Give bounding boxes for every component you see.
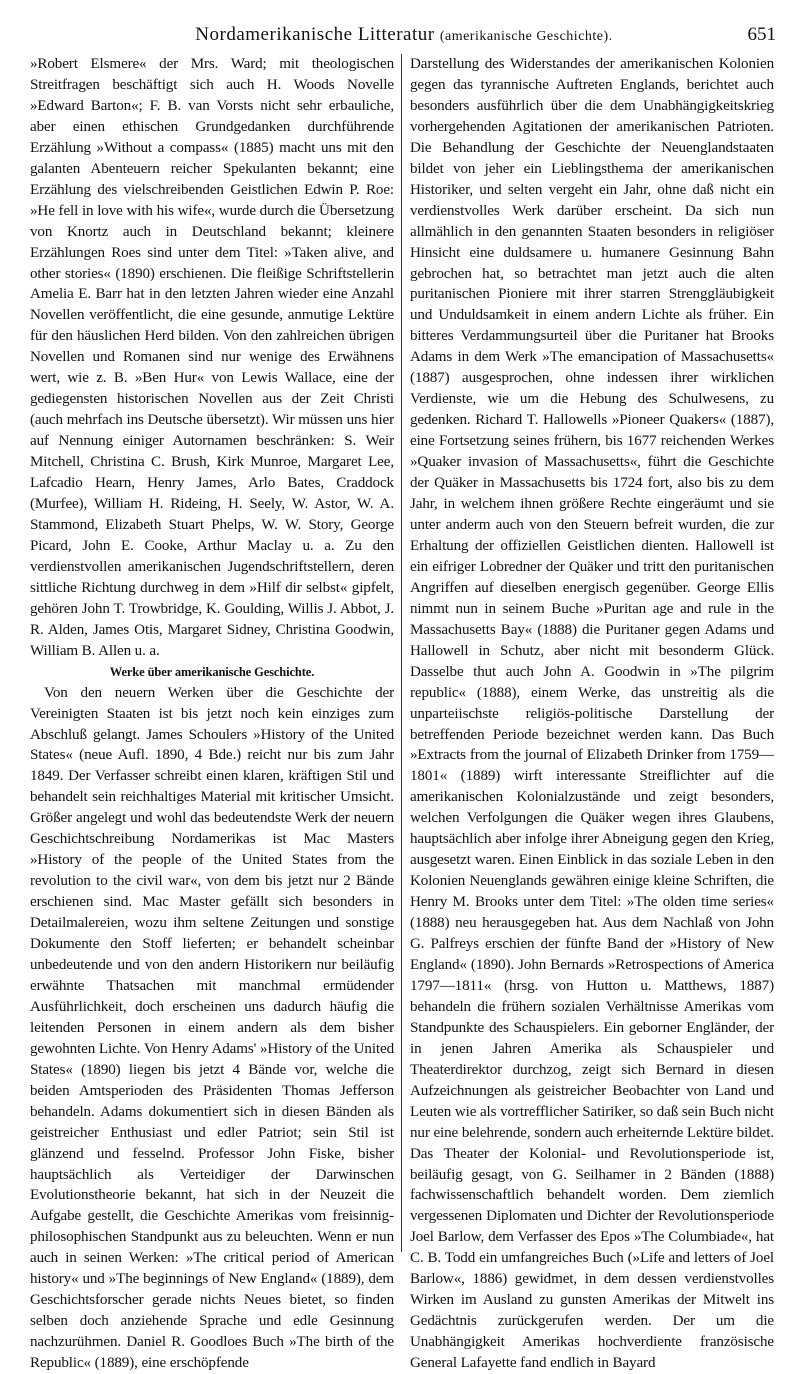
page-header — [30, 24, 778, 50]
column-divider — [401, 54, 402, 1252]
document-page — [30, 24, 778, 1372]
left-paragraph-2: Von den neuern Werken über die Geschichte der Vereinigten Staaten ist bis jetzt noch kein einziges zum Abschluß gelangt. James Schoulers »History of the United States« (neue Aufl. 1890, 4 Bde.) reicht nur bis zum Jahr 1849. Der Verfasser schreibt einen klaren, kräftigen Stil und behandelt sein reichhaltiges Material mit kritischer Umsicht. Größer angelegt und wohl das bedeutendste Werk der neuern Geschichtschreibung Nordamerikas ist Mac Masters »History of the people of the United States from the revolution to the civil war«, von dem bis jetzt nur 2 Bände erschienen sind. Mac Master gefällt sich besonders in Detailmalereien, wozu ihm seltene Zeitungen und sonstige Dokumente den Stoff lieferten; er behandelt scheinbar unbedeutende und von den andern Historikern nur beiläufig erwähnte Thatsachen mit manchmal ermüdender Ausführlichkeit, doch erscheinen uns dadurch häufig die leitenden Personen in einem andern als dem bisher gewohnten Lichte. Von Henry Adams' »History of the United States« (1890) liegen bis jetzt 4 Bände vor, welche die beiden Amtsperioden des Präsidenten Thomas Jefferson behandeln. Adams dokumentiert sich in diesen Bänden als geistreicher Enthusiast und edler Patriot; sein Stil ist glänzend und fesselnd. Professor John Fiske, bisher hauptsächlich als Verteidiger der Darwinschen Evolutionstheorie bekannt, hat sich in der Neuzeit die Aufgabe gestellt, die Geschichte Amerikas vom freisinnig-philosophischen Standpunkt aus zu beleuchten. Wenn er nun auch in seinen Werken: »The critical period of American history« und »The beginnings of New England« (1889), dem Geschichtsforscher gerade nichts Neues bietet, so finden selben doch anziehende Sprache und edle Gesinnung nachzurühmen. Daniel R. Goodloes Buch »The birth of the Republic« (1889), eine erschöpfende — [30, 684, 394, 1372]
running-title — [30, 24, 778, 46]
running-title-main: Nordamerikanische Litteratur — [195, 24, 435, 45]
right-column — [410, 54, 774, 1372]
page-number: 651 — [747, 24, 776, 45]
running-title-sub: (amerikanische Geschichte). — [439, 29, 613, 44]
left-column — [30, 54, 394, 1372]
two-column-body — [30, 54, 778, 1372]
section-heading: Werke über amerikanische Geschichte. — [109, 664, 315, 679]
left-paragraph-1: »Robert Elsmere« der Mrs. Ward; mit theologischen Streitfragen beschäftigt sich auch H. Woods Novelle »Edward Barton«; F. B. van Vorsts nicht sehr erbauliche, aber einen ethischen Grundgedanken durchführende Erzählung »Without a compass« (1885) macht uns mit den galanten Abenteuern reicher Spekulanten bekannt; eine Erzählung des vielschreibenden Geistlichen Edwin P. Roe: »He fell in love with his wife«, wurde durch die Übersetzung von Knortz auch in Deutschland bekannt; kleinere Erzählungen Roes sind unter dem Titel: »Taken alive, and other stories« (1890) erschienen. Die fleißige Schriftstellerin Amelia E. Barr hat in den letzten Jahren wieder eine Anzahl Novellen veröffentlicht, die eine gesunde, anmutige Lektüre für den häuslichen Herd bilden. Von den zahlreichen übrigen Novellen und Romanen sind nur wenige des Erwähnens wert, wie z. B. »Ben Hur« von Lewis Wallace, eine der gediegensten historischen Novellen aus der Zeit Christi (auch mehrfach ins Deutsche übersetzt). Wir müssen uns hier auf Nennung einiger Autornamen beschränken: S. Weir Mitchell, Christina C. Brush, Kirk Munroe, Margaret Lee, Lafcadio Hearn, Henry James, Arlo Bates, Craddock (Murfee), William H. Rideing, H. Seely, W. Astor, W. A. Stammond, Elizabeth Stuart Phelps, W. W. Story, George Picard, John E. Cooke, Arthur Maclay u. a. Zu den verdienstvollen amerikanischen Jugendschriftstellern, deren sittliche Richtung durchweg in dem »Hilf dir selbst« gipfelt, gehören John T. Trowbridge, K. Goulding, Willis J. Abbot, J. R. Alden, James Otis, Margaret Sidney, Christina Goodwin, William B. Allen u. a. — [30, 56, 394, 659]
right-paragraph-1: Darstellung des Widerstandes der amerikanischen Kolonien gegen das tyrannische Auftreten Englands, berichtet auch besonders ausführlich über die dem Unabhängigkeitskrieg vorhergehenden Agitationen der amerikanischen Patrioten. Die Behandlung der Geschichte der Neuenglandstaaten bildet von jeher ein Lieblingsthema der amerikanischen Historiker, und selten vergeht ein Jahr, ohne daß nicht ein verdienstvolles Werk darüber erscheint. Da sich nun allmählich in den genannten Staaten besonders in religiöser Hinsicht eine duldsamere u. humanere Gesinnung Bahn gebrochen hat, so betrachtet man jetzt auch die alten puritanischen Pioniere mit ihrer starren Strenggläubigkeit und Unduldsamkeit in einem andern Lichte als früher. Ein bitteres Verdammungsurteil über die Puritaner hat Brooks Adams in dem Werk »The emancipation of Massachusetts« (1887) ausgesprochen, ohne indessen ihrer wirklichen Verdienste, wie um die Hebung des Schulwesens, zu gedenken. Richard T. Hallowells »Pioneer Quakers« (1887), eine Fortsetzung seines frühern, bis 1677 reichenden Werkes »Quaker invasion of Massachusetts«, führt die Geschichte der Quäker in Massachusetts bis 1724 fort, also bis zu dem Jahr, in welchem ihnen größere Rechte eingeräumt und sie unter anderm auch von den Steuern befreit wurden, die zur Erhaltung der offiziellen Geistlichen dienten. Hallowell ist ein eifriger Lobredner der Quäker und tritt den puritanischen Angriffen auf dieselben energisch gegenüber. George Ellis nimmt nun in seinem Buche »Puritan age and rule in the Massachusetts Bay« (1888) die Puritaner gegen Adams und Hallowell in Schutz, aber nicht mit besonderm Glück. Dasselbe thut auch John A. Goodwin in »The pilgrim republic« (1888), einem Werke, das unstreitig als die unparteiischste religiös-politische Darstellung der betreffenden Periode bezeichnet werden kann. Das Buch »Extracts from the journal of Elizabeth Drinker from 1759—1801« (1889) wirft interessante Streiflichter auf die amerikanischen Kolonialzustände und zeigt besonders, welchen Verfolgungen die Quäker wegen ihres Glaubens, hauptsächlich aber infolge ihrer Abneigung gegen den Krieg, ausgesetzt waren. Einen Einblick in das soziale Leben in den Kolonien Neuenglands gewähren einige kleine Schriften, die Henry M. Brooks unter dem Titel: »The olden time series« (1888) neu herausgegeben hat. Aus dem Nachlaß von John G. Palfreys erschien der fünfte Band der »History of New England« (1890). John Bernards »Retrospections of America 1797—1811« (hrsg. von Hutton u. Matthews, 1887) behandeln die frühern sozialen Verhältnisse Amerikas vom Standpunkte des Schauspielers. Ein geborner Engländer, der in jenen Jahren Amerika als Schauspieler und Theaterdirektor durchzog, zeigt sich Bernard in diesen Aufzeichnungen als geistreicher Beobachter von Land und Leuten wie als vortrefflicher Satiriker, so daß sein Buch nicht nur eine belehrende, sondern auch erheiternde Lektüre bildet. Das Theater der Kolonial- und Revolutionsperiode ist, beiläufig gesagt, von G. Seilhamer in 2 Bänden (1888) fachwissenschaftlich behandelt worden. Dem ziemlich vergessenen Diplomaten und Dichter der Revolutionsperiode Joel Barlow, dem Verfasser des Epos »The Columbiade«, hat C. B. Todd ein umfangreiches Buch (»Life and letters of Joel Barlow«, 1886) gewidmet, in dem dessen verdienstvolles Wirken im Ausland zu gunsten Amerikas der Mitwelt ins Gedächtnis zurückgerufen werden. Der um die Unabhängigkeit Amerikas hochverdiente französische General Lafayette fand endlich in Bayard — [410, 56, 774, 1372]
